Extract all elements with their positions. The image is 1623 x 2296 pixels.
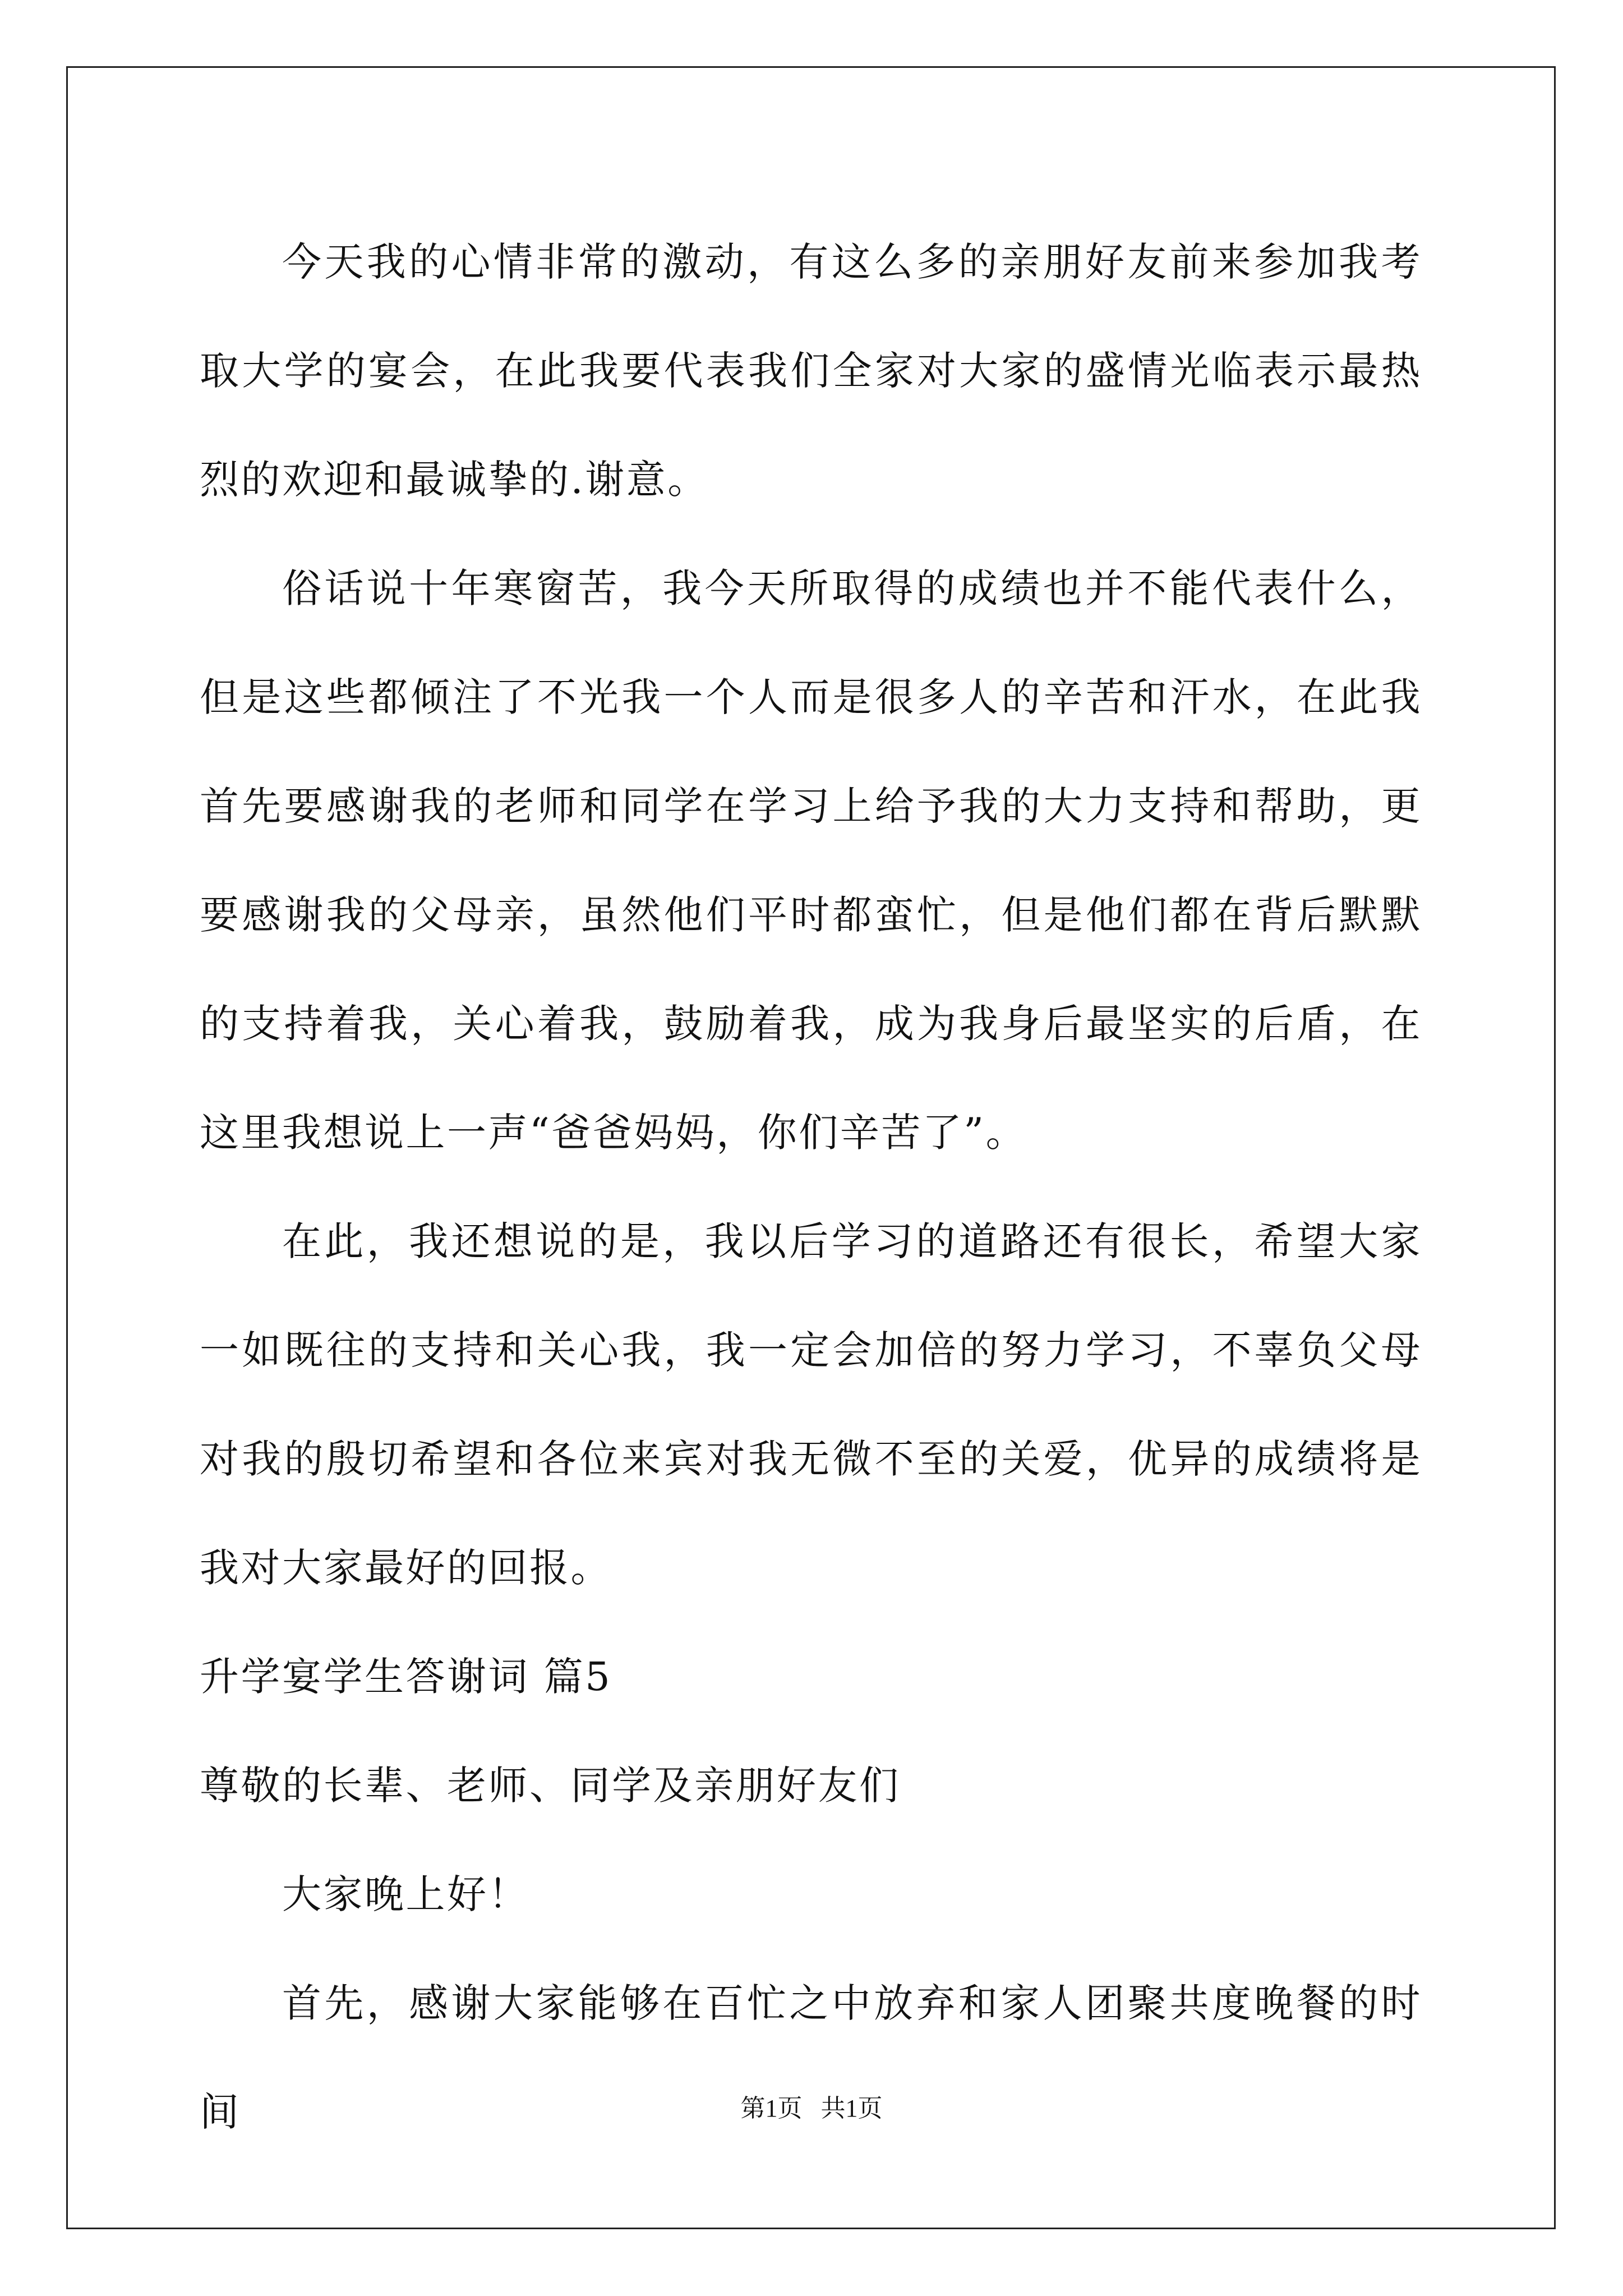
paragraph-welcome: 今天我的心情非常的激动，有这么多的亲朋好友前来参加我考取大学的宴会，在此我要代表我们全家对大家的盛情光临表示最热烈的欢迎和最诚挚的.谢意。 [200,239,1422,503]
page-number-footer: 第1页 共1页 [740,2095,883,2122]
document-body [200,208,1422,2166]
salutation: 尊敬的长辈、老师、同学及亲朋好友们 [200,1763,901,1809]
greeting: 大家晚上好！ [282,1871,529,1917]
paragraph-future: 在此，我还想说的是，我以后学习的道路还有很长，希望大家一如既往的支持和关心我，我一定会加倍的努力学习，不辜负父母对我的殷切希望和各位来宾对我无微不至的关爱，优异的成绩将是我对大家最好的回报。 [200,1218,1422,1591]
section-heading: 升学宴学生答谢词 篇5 [200,1654,612,1700]
paragraph-opening: 首先，感谢大家能够在百忙之中放弃和家人团聚共度晚餐的时间 [200,1980,1422,2135]
paragraph-gratitude: 俗话说十年寒窗苦，我今天所取得的成绩也并不能代表什么，但是这些都倾注了不光我一个人而是很多人的辛苦和汗水，在此我首先要感谢我的老师和同学在学习上给予我的大力支持和帮助，更要感谢我的父母亲，虽然他们平时都蛮忙，但是他们都在背后默默的支持着我，关心着我，鼓励着我，成为我身后最坚实的后盾，在这里我想说上一声“爸爸妈妈，你们辛苦了”。 [200,565,1422,1156]
